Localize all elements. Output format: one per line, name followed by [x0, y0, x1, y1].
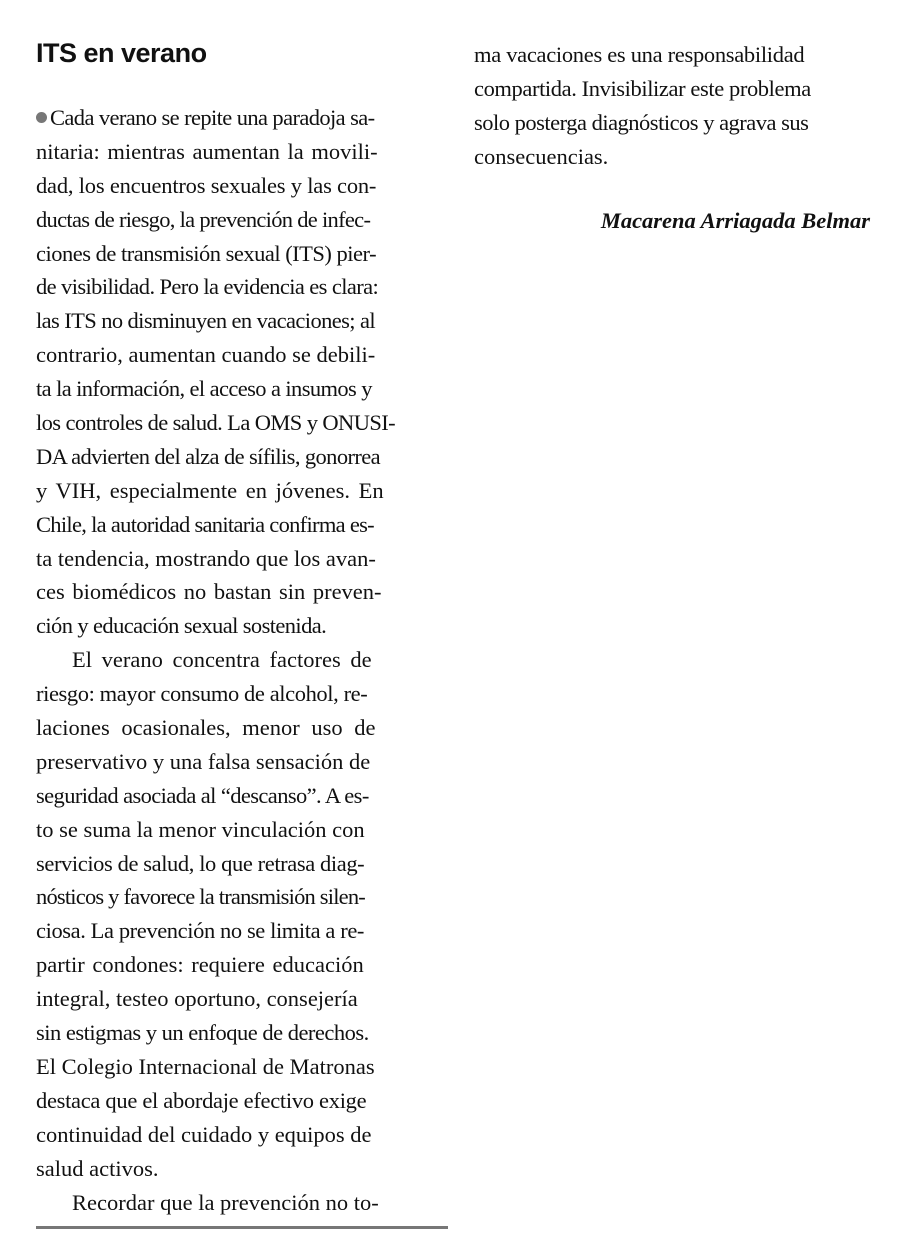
text-line: ciones de transmisión sexual (ITS) pier-	[36, 240, 377, 266]
text-line: las ITS no disminuyen en vacaciones; al	[36, 308, 376, 334]
column-divider-rule	[36, 1226, 448, 1229]
right-column	[474, 38, 872, 174]
text-line: Recordar que la prevención no to-	[72, 1189, 379, 1215]
text-line: de visibilidad. Pero la evidencia es clara:	[36, 274, 379, 300]
text-line: seguridad asociada al “descanso”. A es-	[36, 782, 369, 808]
text-line: nitaria: mientras aumentan la movili-	[36, 138, 378, 164]
text-line: Chile, la autoridad sanitaria confirma es-	[36, 511, 374, 537]
text-line: sin estigmas y un enfoque de derechos.	[36, 1020, 369, 1046]
text-line: nósticos y favorece la transmisión silen-	[36, 884, 365, 910]
text-line: integral, testeo oportuno, consejería	[36, 986, 358, 1012]
text-line: laciones ocasionales, menor uso de	[36, 715, 376, 741]
text-line: compartida. Invisibilizar este problema	[474, 75, 811, 101]
text-line: destaca que el abordaje efectivo exige	[36, 1087, 367, 1113]
author-signature: Macarena Arriagada Belmar	[600, 208, 870, 233]
text-line: servicios de salud, lo que retrasa diag-	[36, 850, 365, 876]
text-line: solo posterga diagnósticos y agrava sus	[474, 109, 809, 135]
text-line: ta tendencia, mostrando que los avan-	[36, 545, 376, 571]
left-column	[36, 101, 438, 1219]
text-line: El Colegio Internacional de Matronas	[36, 1053, 375, 1079]
text-line: ces biomédicos no bastan sin preven-	[36, 579, 382, 605]
text-line: ción y educación sexual sostenida.	[36, 613, 327, 639]
bullet-icon	[36, 112, 47, 123]
text-line: Cada verano se repite una paradoja sa-	[36, 101, 438, 135]
text-line: DA advierten del alza de sífilis, gonorrea	[36, 443, 381, 469]
text-line: dad, los encuentros sexuales y las con-	[36, 172, 377, 198]
text-line: partir condones: requiere educación	[36, 952, 364, 978]
text-line: riesgo: mayor consumo de alcohol, re-	[36, 681, 368, 707]
headline: ITS en verano	[36, 38, 207, 68]
text-line: ciosa. La prevención no se limita a re-	[36, 918, 365, 944]
text-line: salud activos.	[36, 1155, 159, 1181]
text-line: El verano concentra factores de	[72, 647, 372, 673]
text-line: preservativo y una falsa sensación de	[36, 748, 371, 774]
text-line: continuidad del cuidado y equipos de	[36, 1121, 372, 1147]
text-line: ma vacaciones es una responsabilidad	[474, 42, 805, 67]
text-line: contrario, aumentan cuando se debili-	[36, 342, 376, 368]
text-line: los controles de salud. La OMS y ONUSI-	[36, 410, 396, 436]
text-line: ta la información, el acceso a insumos y	[36, 376, 372, 402]
text-line: y VIH, especialmente en jóvenes. En	[36, 477, 384, 503]
text-line: consecuencias.	[474, 143, 609, 169]
text-line: ductas de riesgo, la prevención de infec-	[36, 206, 371, 232]
text-line: to se suma la menor vinculación con	[36, 816, 365, 842]
